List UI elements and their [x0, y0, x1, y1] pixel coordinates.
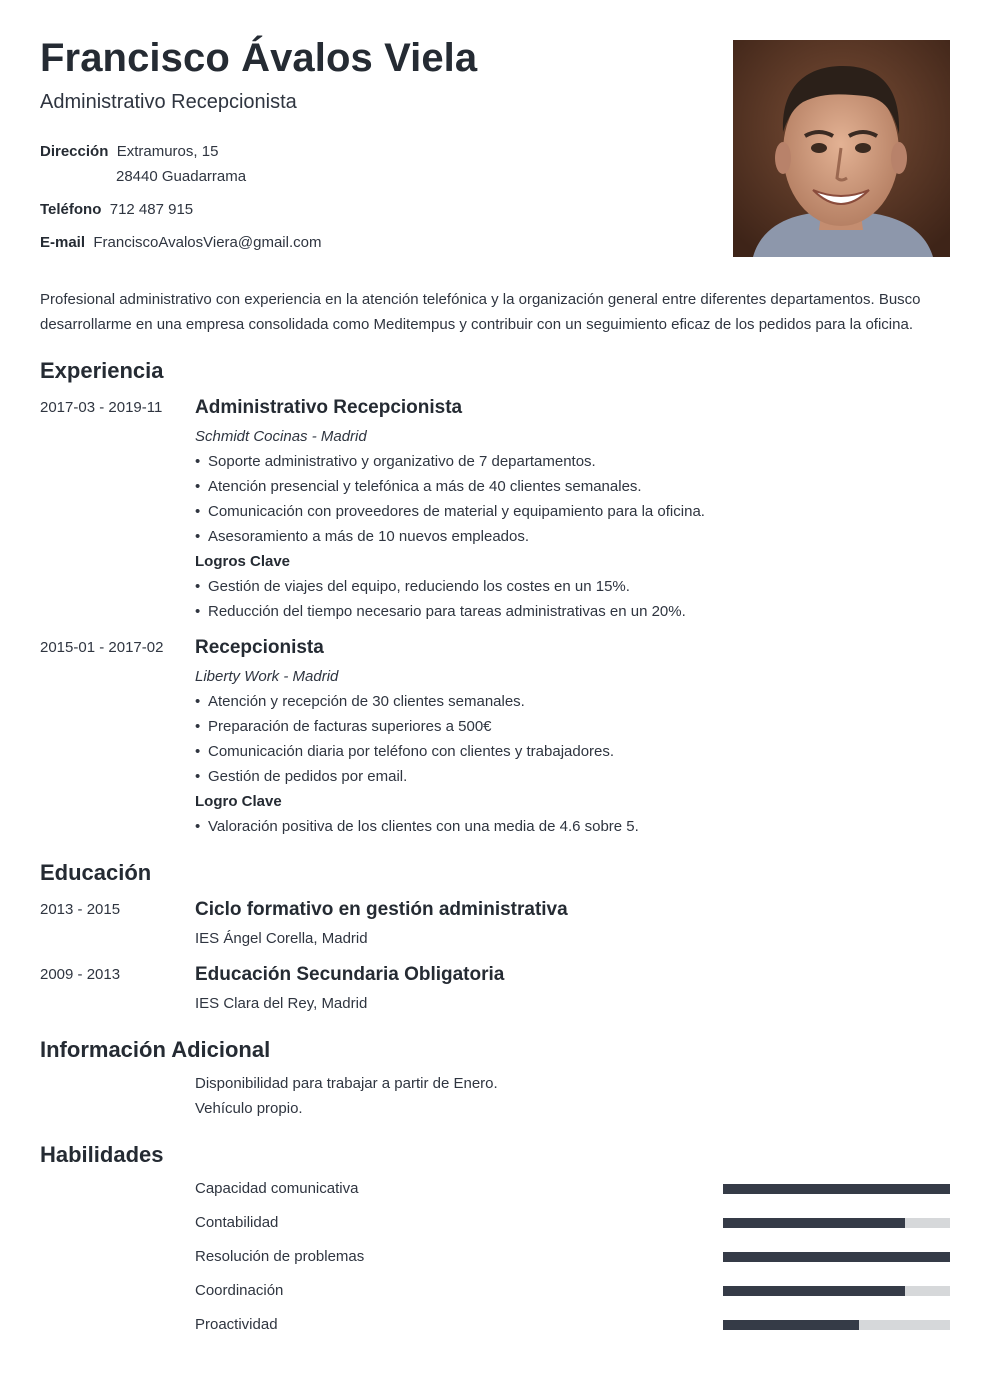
contact-email — [40, 230, 321, 255]
job-bullet: • Preparación de facturas superiores a 500€ — [195, 718, 492, 735]
skill-level-bar — [723, 1320, 950, 1330]
education-degree: Educación Secundaria Obligatoria — [195, 964, 505, 985]
skill-level-bar — [723, 1286, 950, 1296]
job-dates: 2015-01 - 2017-02 — [40, 639, 164, 656]
education-school: IES Clara del Rey, Madrid — [195, 995, 368, 1012]
section-title-experience: Experiencia — [40, 358, 164, 383]
skill-name: Coordinación — [195, 1282, 284, 1299]
skill-name: Resolución de problemas — [195, 1248, 365, 1265]
skill-level-fill — [723, 1320, 859, 1330]
job-bullet: • Comunicación con proveedores de material y equipamiento para la oficina. — [195, 503, 705, 520]
section-title-skills: Habilidades — [40, 1142, 164, 1167]
email-value: FranciscoAvalosViera@gmail.com — [93, 234, 322, 251]
job-bullet: • Asesoramiento a más de 10 nuevos empleados. — [195, 528, 530, 545]
job-bullet: • Gestión de pedidos por email. — [195, 768, 408, 785]
achievements-heading: Logro Clave — [195, 793, 282, 810]
address-line-1: Extramuros, 15 — [116, 143, 219, 160]
job-bullet: • Comunicación diaria por teléfono con clientes y trabajadores. — [195, 743, 615, 760]
phone-label: Teléfono — [40, 201, 102, 218]
address-label: Dirección — [40, 143, 109, 160]
job-title: Administrativo Recepcionista — [195, 397, 463, 418]
additional-info-line: Disponibilidad para trabajar a partir de Enero. — [195, 1075, 498, 1092]
profile-photo — [733, 40, 950, 257]
skill-level-fill — [723, 1252, 950, 1262]
skill-level-bar — [723, 1252, 950, 1262]
job-bullet: • Soporte administrativo y organizativo de 7 departamentos. — [195, 453, 596, 470]
contact-address — [40, 139, 247, 185]
job-title: Recepcionista — [195, 637, 324, 658]
achievement-bullet: • Gestión de viajes del equipo, reduciendo los costes en un 15%. — [195, 578, 630, 595]
email-label: E-mail — [40, 234, 86, 251]
achievement-bullet: • Valoración positiva de los clientes con una media de 4.6 sobre 5. — [195, 818, 639, 835]
candidate-role: Administrativo Recepcionista — [40, 91, 297, 113]
skill-name: Proactividad — [195, 1316, 278, 1333]
skill-level-bar — [723, 1218, 950, 1228]
job-bullet: • Atención presencial y telefónica a más de 40 clientes semanales. — [195, 478, 642, 495]
phone-value: 712 487 915 — [109, 201, 194, 218]
achievements-heading: Logros Clave — [195, 553, 291, 570]
section-title-education: Educación — [40, 860, 152, 885]
education-dates: 2013 - 2015 — [40, 901, 121, 918]
address-line-2: 28440 Guadarrama — [116, 168, 247, 185]
education-school: IES Ángel Corella, Madrid — [195, 930, 368, 947]
section-title-additional-info: Información Adicional — [40, 1037, 271, 1062]
skill-name: Contabilidad — [195, 1214, 279, 1231]
skill-name: Capacidad comunicativa — [195, 1180, 359, 1197]
contact-phone — [40, 197, 193, 222]
job-dates: 2017-03 - 2019-11 — [40, 399, 163, 416]
education-degree: Ciclo formativo en gestión administrativa — [195, 899, 568, 920]
job-company: Schmidt Cocinas - Madrid — [195, 428, 367, 445]
achievement-bullet: • Reducción del tiempo necesario para tareas administrativas en un 20%. — [195, 603, 686, 620]
additional-info-line: Vehículo propio. — [195, 1100, 303, 1117]
skill-level-fill — [723, 1184, 950, 1194]
job-bullet: • Atención y recepción de 30 clientes semanales. — [195, 693, 525, 710]
education-dates: 2009 - 2013 — [40, 966, 121, 983]
job-company: Liberty Work - Madrid — [195, 668, 339, 685]
skill-level-fill — [723, 1218, 905, 1228]
professional-summary: Profesional administrativo con experiencia en la atención telefónica y la organización general entre diferentes departamentos. Busco desarrollarme en una empresa consolidada como Meditempus y contribuir con un seguimiento eficaz de los pedidos para la oficina. — [40, 291, 921, 333]
skill-level-fill — [723, 1286, 905, 1296]
portrait-illustration — [733, 40, 950, 257]
skill-level-bar — [723, 1184, 950, 1194]
candidate-name: Francisco Ávalos Viela — [40, 36, 478, 80]
